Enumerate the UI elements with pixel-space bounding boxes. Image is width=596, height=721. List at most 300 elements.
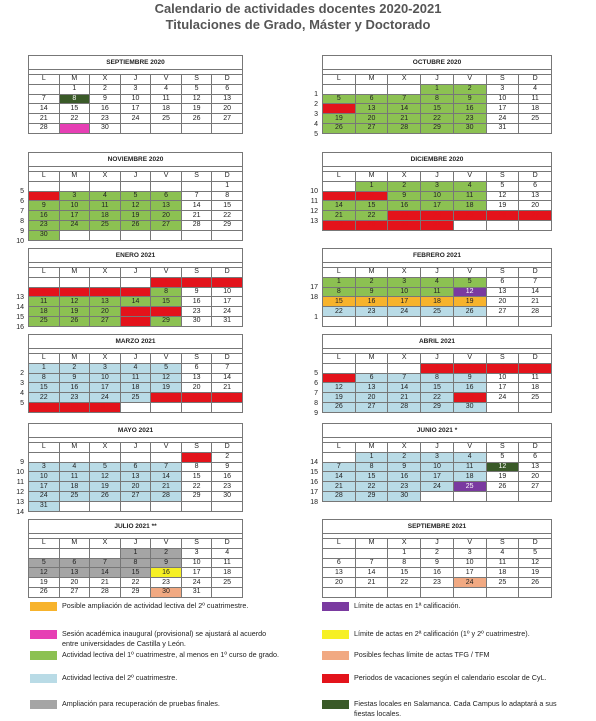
day-cell: 9 xyxy=(29,201,60,211)
day-cell: 20 xyxy=(120,482,151,492)
day-cell: 27 xyxy=(355,402,388,412)
day-cell: 24 xyxy=(90,393,121,403)
day-cell: 16 xyxy=(355,297,388,307)
day-cell: 16 xyxy=(59,383,90,393)
day-cell: 8 xyxy=(355,191,388,201)
day-cell: 1 xyxy=(181,452,212,462)
day-cell: 7 xyxy=(29,94,60,104)
weekday-header: M xyxy=(355,268,388,278)
weekday-header: L xyxy=(323,268,356,278)
day-cell: 11 xyxy=(519,94,552,104)
day-cell: 5 xyxy=(151,363,182,373)
weekday-header: L xyxy=(29,539,60,549)
day-cell: 5 xyxy=(323,373,356,383)
legend-swatch xyxy=(322,674,349,683)
day-cell: 9 xyxy=(421,558,454,568)
day-cell: 3 xyxy=(120,84,151,94)
weekday-header: X xyxy=(90,172,121,182)
day-cell: 15 xyxy=(29,383,60,393)
weekday-header: X xyxy=(90,354,121,364)
day-cell: 13 xyxy=(212,94,243,104)
week-number: 16 xyxy=(16,324,24,331)
weekday-header: X xyxy=(90,443,121,453)
legend-text: Límite de actas en 1ª calificación. xyxy=(354,601,461,610)
day-cell: 30 xyxy=(59,402,90,412)
day-cell: 17 xyxy=(421,201,454,211)
day-cell: 19 xyxy=(486,201,519,211)
day-cell: 19 xyxy=(323,393,356,403)
day-cell: 23 xyxy=(90,114,121,124)
day-cell xyxy=(181,181,212,191)
day-cell: 21 xyxy=(181,211,212,221)
day-cell: 3 xyxy=(59,191,90,201)
day-cell: 8 xyxy=(151,287,182,297)
day-cell: 9 xyxy=(90,94,121,104)
day-cell: 10 xyxy=(59,201,90,211)
day-cell: 1 xyxy=(355,452,388,462)
day-cell: 8 xyxy=(323,287,356,297)
weekday-header: S xyxy=(486,354,519,364)
day-cell: 26 xyxy=(486,482,519,492)
day-cell: 3 xyxy=(421,181,454,191)
day-cell: 24 xyxy=(212,307,243,317)
weekday-header: J xyxy=(421,268,454,278)
day-cell xyxy=(90,548,121,558)
week-number: 7 xyxy=(314,390,318,397)
weekday-header: J xyxy=(120,354,151,364)
day-cell: 24 xyxy=(120,114,151,124)
day-cell: 10 xyxy=(90,373,121,383)
day-cell xyxy=(90,452,121,462)
day-cell: 3 xyxy=(212,277,243,287)
weekday-header: J xyxy=(421,539,454,549)
day-cell: 31 xyxy=(421,220,454,230)
day-cell: 8 xyxy=(120,558,151,568)
day-cell xyxy=(151,402,182,412)
day-cell: 31 xyxy=(212,316,243,326)
day-cell: 24 xyxy=(421,211,454,221)
day-cell: 15 xyxy=(323,297,356,307)
day-cell xyxy=(120,230,151,240)
month-title: ABRIL 2021 xyxy=(323,335,552,349)
day-cell: 16 xyxy=(212,472,243,482)
week-number: 10 xyxy=(16,469,24,476)
day-cell: 17 xyxy=(421,472,454,482)
day-cell: 5 xyxy=(59,287,90,297)
day-cell: 17 xyxy=(453,568,486,578)
day-cell: 12 xyxy=(120,201,151,211)
day-cell: 18 xyxy=(90,211,121,221)
weekday-header: L xyxy=(323,354,356,364)
legend-item xyxy=(30,673,290,695)
day-cell: 8 xyxy=(29,373,60,383)
day-cell: 5 xyxy=(29,558,60,568)
day-cell: 2 xyxy=(212,452,243,462)
day-cell: 16 xyxy=(151,568,182,578)
day-cell: 15 xyxy=(355,201,388,211)
weekday-header: J xyxy=(421,443,454,453)
day-cell: 2 xyxy=(388,181,421,191)
day-cell xyxy=(388,316,421,326)
weekday-header: V xyxy=(453,172,486,182)
weekday-header: J xyxy=(120,75,151,85)
day-cell: 7 xyxy=(151,462,182,472)
week-number: 5 xyxy=(314,131,318,138)
day-cell: 20 xyxy=(486,297,519,307)
day-cell: 25 xyxy=(519,114,552,124)
day-cell: 20 xyxy=(90,307,121,317)
day-cell: 20 xyxy=(519,472,552,482)
day-cell: 9 xyxy=(59,373,90,383)
day-cell xyxy=(181,402,212,412)
day-cell: 24 xyxy=(59,220,90,230)
weekday-header: D xyxy=(212,75,243,85)
day-cell: 4 xyxy=(212,548,243,558)
day-cell: 30 xyxy=(90,123,121,133)
legend-swatch xyxy=(322,700,349,709)
day-cell: 4 xyxy=(519,84,552,94)
day-cell: 1 xyxy=(59,84,90,94)
week-number: 9 xyxy=(20,459,24,466)
day-cell: 3 xyxy=(181,548,212,558)
day-cell: 5 xyxy=(323,94,356,104)
day-cell xyxy=(519,402,552,412)
week-number: 5 xyxy=(314,370,318,377)
weekday-header: S xyxy=(181,443,212,453)
day-cell: 30 xyxy=(453,123,486,133)
day-cell: 16 xyxy=(90,104,121,114)
legend-item xyxy=(322,699,582,721)
day-cell xyxy=(355,84,388,94)
day-cell: 4 xyxy=(519,363,552,373)
day-cell xyxy=(29,452,60,462)
legend-item xyxy=(30,699,290,721)
day-cell: 6 xyxy=(323,558,356,568)
day-cell: 15 xyxy=(59,104,90,114)
day-cell: 15 xyxy=(120,568,151,578)
day-cell xyxy=(355,587,388,597)
day-cell xyxy=(59,230,90,240)
day-cell: 12 xyxy=(323,104,356,114)
weekday-header: X xyxy=(90,75,121,85)
day-cell: 22 xyxy=(181,482,212,492)
day-cell xyxy=(519,123,552,133)
day-cell: 25 xyxy=(90,220,121,230)
day-cell: 12 xyxy=(59,297,90,307)
day-cell xyxy=(388,84,421,94)
day-cell xyxy=(486,220,519,230)
day-cell: 13 xyxy=(151,201,182,211)
day-cell: 7 xyxy=(212,363,243,373)
day-cell: 9 xyxy=(355,287,388,297)
weekday-header: D xyxy=(519,172,552,182)
day-cell: 3 xyxy=(421,452,454,462)
day-cell: 28 xyxy=(519,307,552,317)
day-cell: 1 xyxy=(29,363,60,373)
day-cell: 25 xyxy=(453,211,486,221)
day-cell xyxy=(120,452,151,462)
day-cell: 11 xyxy=(486,558,519,568)
day-cell xyxy=(151,181,182,191)
week-number: 13 xyxy=(310,218,318,225)
day-cell xyxy=(519,220,552,230)
day-cell: 8 xyxy=(355,462,388,472)
day-cell: 1 xyxy=(323,277,356,287)
day-cell xyxy=(323,181,356,191)
legend-item xyxy=(30,650,290,672)
day-cell xyxy=(323,84,356,94)
day-cell: 5 xyxy=(519,548,552,558)
month-calendar xyxy=(322,519,552,598)
day-cell: 16 xyxy=(181,297,212,307)
week-number: 13 xyxy=(16,294,24,301)
day-cell: 18 xyxy=(519,104,552,114)
day-cell: 24 xyxy=(486,393,519,403)
day-cell: 13 xyxy=(120,472,151,482)
day-cell: 22 xyxy=(120,578,151,588)
day-cell xyxy=(421,491,454,501)
day-cell: 11 xyxy=(59,472,90,482)
day-cell: 3 xyxy=(486,363,519,373)
legend-text: Periodos de vacaciones según el calendario escolar de CyL. xyxy=(354,673,547,682)
day-cell: 4 xyxy=(486,548,519,558)
month-calendar xyxy=(322,423,552,502)
weekday-header: V xyxy=(151,354,182,364)
day-cell: 30 xyxy=(388,491,421,501)
day-cell xyxy=(355,548,388,558)
day-cell: 23 xyxy=(29,220,60,230)
day-cell: 18 xyxy=(486,568,519,578)
day-cell: 15 xyxy=(181,472,212,482)
day-cell: 11 xyxy=(29,297,60,307)
day-cell: 12 xyxy=(181,94,212,104)
legend-swatch xyxy=(322,651,349,660)
month-calendar xyxy=(28,248,243,327)
day-cell xyxy=(421,316,454,326)
day-cell: 5 xyxy=(120,191,151,201)
week-number: 16 xyxy=(310,479,318,486)
day-cell: 9 xyxy=(453,373,486,383)
day-cell: 4 xyxy=(120,363,151,373)
day-cell: 24 xyxy=(486,114,519,124)
weekday-header: D xyxy=(519,268,552,278)
day-cell: 1 xyxy=(355,181,388,191)
day-cell xyxy=(323,587,356,597)
weekday-header: X xyxy=(388,443,421,453)
month-calendar xyxy=(28,334,243,413)
week-number: 4 xyxy=(20,390,24,397)
weekday-header: V xyxy=(151,268,182,278)
weekday-header: L xyxy=(29,75,60,85)
day-cell: 28 xyxy=(323,491,356,501)
day-cell: 24 xyxy=(388,307,421,317)
month-calendar xyxy=(28,55,243,134)
day-cell: 16 xyxy=(388,472,421,482)
day-cell xyxy=(486,316,519,326)
day-cell: 16 xyxy=(421,568,454,578)
day-cell: 12 xyxy=(151,373,182,383)
month-title: OCTUBRE 2020 xyxy=(323,56,552,70)
weekday-header: X xyxy=(388,354,421,364)
day-cell: 6 xyxy=(486,277,519,287)
day-cell: 21 xyxy=(90,578,121,588)
month-title: ENERO 2021 xyxy=(29,249,243,263)
day-cell: 15 xyxy=(355,472,388,482)
weekday-header: M xyxy=(59,443,90,453)
day-cell xyxy=(388,587,421,597)
day-cell: 9 xyxy=(151,558,182,568)
month-title: MAYO 2021 xyxy=(29,424,243,438)
day-cell: 25 xyxy=(212,578,243,588)
weekday-header: V xyxy=(151,75,182,85)
day-cell: 30 xyxy=(212,491,243,501)
day-cell: 21 xyxy=(388,393,421,403)
day-cell: 10 xyxy=(212,287,243,297)
day-cell xyxy=(29,84,60,94)
week-number: 18 xyxy=(310,499,318,506)
day-cell: 31 xyxy=(90,402,121,412)
day-cell: 10 xyxy=(486,94,519,104)
day-cell xyxy=(120,402,151,412)
day-cell: 11 xyxy=(453,191,486,201)
day-cell: 3 xyxy=(453,548,486,558)
day-cell: 26 xyxy=(90,491,121,501)
weekday-header: S xyxy=(486,172,519,182)
day-cell: 23 xyxy=(453,114,486,124)
weekday-header: J xyxy=(120,443,151,453)
legend-text: Posible ampliación de actividad lectiva del 2º cuatrimestre. xyxy=(62,601,249,610)
day-cell xyxy=(519,587,552,597)
day-cell: 26 xyxy=(151,393,182,403)
day-cell: 24 xyxy=(181,578,212,588)
day-cell: 4 xyxy=(59,462,90,472)
day-cell: 26 xyxy=(120,220,151,230)
day-cell: 16 xyxy=(453,104,486,114)
day-cell: 10 xyxy=(120,94,151,104)
legend-item xyxy=(322,601,582,623)
day-cell: 27 xyxy=(486,307,519,317)
day-cell: 27 xyxy=(151,220,182,230)
day-cell: 2 xyxy=(453,363,486,373)
page-subtitle: Titulaciones de Grado, Máster y Doctorado xyxy=(165,17,431,32)
weekday-header: L xyxy=(29,443,60,453)
day-cell: 1 xyxy=(212,181,243,191)
day-cell: 13 xyxy=(486,287,519,297)
day-cell: 20 xyxy=(519,201,552,211)
weekday-header: D xyxy=(212,539,243,549)
day-cell: 5 xyxy=(486,452,519,462)
day-cell xyxy=(453,316,486,326)
week-number: 2 xyxy=(314,101,318,108)
day-cell: 21 xyxy=(323,211,356,221)
weekday-header: S xyxy=(486,443,519,453)
day-cell: 29 xyxy=(355,220,388,230)
week-number: 3 xyxy=(314,111,318,118)
legend-text: Actividad lectiva del 2º cuatrimestre. xyxy=(62,673,178,682)
day-cell xyxy=(151,452,182,462)
day-cell: 22 xyxy=(355,211,388,221)
weekday-header: V xyxy=(151,539,182,549)
day-cell: 6 xyxy=(59,558,90,568)
day-cell xyxy=(151,230,182,240)
day-cell: 11 xyxy=(151,94,182,104)
day-cell: 28 xyxy=(323,220,356,230)
day-cell xyxy=(90,501,121,511)
day-cell: 11 xyxy=(90,201,121,211)
month-calendar xyxy=(322,334,552,413)
day-cell: 19 xyxy=(181,104,212,114)
weekday-header: D xyxy=(519,539,552,549)
day-cell xyxy=(486,587,519,597)
day-cell: 14 xyxy=(212,373,243,383)
month-title: SEPTIEMBRE 2021 xyxy=(323,520,552,534)
weekday-header: S xyxy=(181,268,212,278)
day-cell xyxy=(323,548,356,558)
day-cell: 22 xyxy=(212,211,243,221)
day-cell: 12 xyxy=(486,191,519,201)
week-number: 14 xyxy=(16,509,24,516)
day-cell: 26 xyxy=(486,211,519,221)
day-cell xyxy=(59,452,90,462)
day-cell: 25 xyxy=(59,491,90,501)
weekday-header: D xyxy=(212,443,243,453)
day-cell: 2 xyxy=(421,548,454,558)
day-cell: 9 xyxy=(453,94,486,104)
day-cell: 1 xyxy=(388,548,421,558)
legend-item xyxy=(30,629,290,651)
legend-swatch xyxy=(30,651,57,660)
weekday-header: V xyxy=(453,268,486,278)
day-cell: 27 xyxy=(181,393,212,403)
day-cell: 13 xyxy=(519,191,552,201)
day-cell xyxy=(120,501,151,511)
day-cell: 19 xyxy=(519,568,552,578)
day-cell: 19 xyxy=(151,383,182,393)
weekday-header: L xyxy=(323,172,356,182)
day-cell: 20 xyxy=(355,114,388,124)
day-cell: 14 xyxy=(181,201,212,211)
week-number: 15 xyxy=(310,469,318,476)
day-cell: 29 xyxy=(151,316,182,326)
week-number: 1 xyxy=(314,314,318,321)
day-cell xyxy=(519,316,552,326)
day-cell: 26 xyxy=(29,587,60,597)
weekday-header: D xyxy=(519,354,552,364)
day-cell: 4 xyxy=(29,287,60,297)
day-cell: 30 xyxy=(29,230,60,240)
day-cell: 22 xyxy=(421,114,454,124)
day-cell: 30 xyxy=(151,587,182,597)
day-cell xyxy=(323,363,356,373)
day-cell: 14 xyxy=(29,104,60,114)
day-cell: 26 xyxy=(323,123,356,133)
day-cell: 16 xyxy=(388,201,421,211)
day-cell: 13 xyxy=(90,297,121,307)
day-cell: 14 xyxy=(519,287,552,297)
day-cell: 26 xyxy=(323,402,356,412)
day-cell: 8 xyxy=(388,558,421,568)
weekday-header: L xyxy=(323,539,356,549)
legend-swatch xyxy=(30,700,57,709)
day-cell: 12 xyxy=(29,568,60,578)
day-cell xyxy=(388,363,421,373)
day-cell: 3 xyxy=(90,363,121,373)
day-cell: 21 xyxy=(151,482,182,492)
day-cell: 15 xyxy=(151,297,182,307)
day-cell: 25 xyxy=(421,307,454,317)
day-cell xyxy=(181,230,212,240)
day-cell xyxy=(181,123,212,133)
